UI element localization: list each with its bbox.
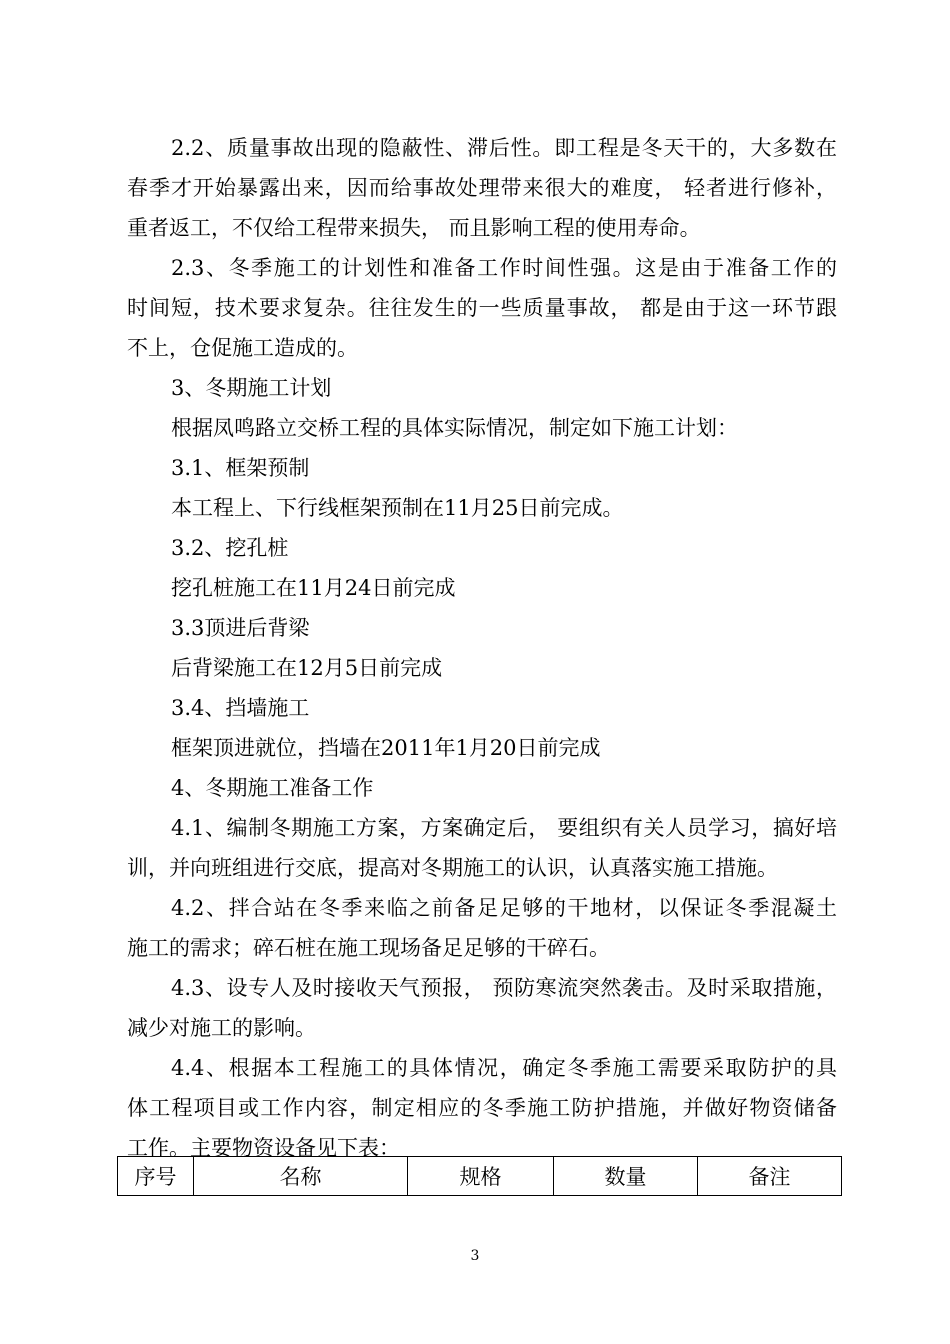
text-line: 3.4、挡墙施工 xyxy=(171,696,310,720)
text-line: 2.3、冬季施工的计划性和准备工作时间性强。这是由于准备工作的 xyxy=(171,256,837,280)
text-line: 减少对施工的影响。 xyxy=(127,1016,316,1040)
text-line: 时间短，技术要求复杂。往往发生的一些质量事故， 都是由于这一环节跟 xyxy=(127,296,837,320)
text-line: 4.1、编制冬期施工方案，方案确定后， 要组织有关人员学习，搞好培 xyxy=(171,816,837,840)
text-line: 春季才开始暴露出来，因而给事故处理带来很大的难度， 轻者进行修补， xyxy=(127,176,837,200)
text-line: 框架顶进就位，挡墙在2011年1月20日前完成 xyxy=(171,736,601,760)
text-line: 4.2、拌合站在冬季来临之前备足足够的干地材，以保证冬季混凝土 xyxy=(171,896,837,920)
text-line: 3.2、挖孔桩 xyxy=(171,536,289,560)
text-line: 挖孔桩施工在11月24日前完成 xyxy=(171,576,456,600)
header-index: 序号 xyxy=(118,1157,194,1196)
table-header-row xyxy=(118,1157,842,1196)
text-line: 后背梁施工在12月5日前完成 xyxy=(171,656,443,680)
text-line: 4.4、根据本工程施工的具体情况，确定冬季施工需要采取防护的具 xyxy=(171,1056,837,1080)
text-line: 3.3顶进后背梁 xyxy=(171,616,310,640)
header-quantity: 数量 xyxy=(554,1157,698,1196)
header-spec: 规格 xyxy=(408,1157,554,1196)
text-line: 不上，仓促施工造成的。 xyxy=(127,336,358,360)
text-line: 本工程上、下行线框架预制在11月25日前完成。 xyxy=(171,496,624,520)
text-line: 4、冬期施工准备工作 xyxy=(171,776,374,800)
text-line: 3、冬期施工计划 xyxy=(171,376,332,400)
text-line: 2.2、质量事故出现的隐蔽性、滞后性。即工程是冬天干的，大多数在 xyxy=(171,136,837,160)
text-line: 根据凤鸣路立交桥工程的具体实际情况，制定如下施工计划： xyxy=(171,416,738,440)
text-line: 工作。主要物资设备见下表： xyxy=(127,1136,400,1160)
text-line: 4.3、设专人及时接收天气预报， 预防寒流突然袭击。及时采取措施， xyxy=(171,976,837,1000)
page-number: 3 xyxy=(470,1248,480,1264)
text-line: 训，并向班组进行交底，提高对冬期施工的认识，认真落实施工措施。 xyxy=(127,856,778,880)
text-line: 体工程项目或工作内容，制定相应的冬季施工防护措施，并做好物资储备 xyxy=(127,1096,837,1120)
text-line: 重者返工，不仅给工程带来损失， 而且影响工程的使用寿命。 xyxy=(127,216,701,240)
text-line: 施工的需求；碎石桩在施工现场备足足够的干碎石。 xyxy=(127,936,610,960)
materials-table xyxy=(117,1156,842,1196)
header-remarks: 备注 xyxy=(698,1157,842,1196)
header-name: 名称 xyxy=(194,1157,408,1196)
text-line: 3.1、框架预制 xyxy=(171,456,310,480)
